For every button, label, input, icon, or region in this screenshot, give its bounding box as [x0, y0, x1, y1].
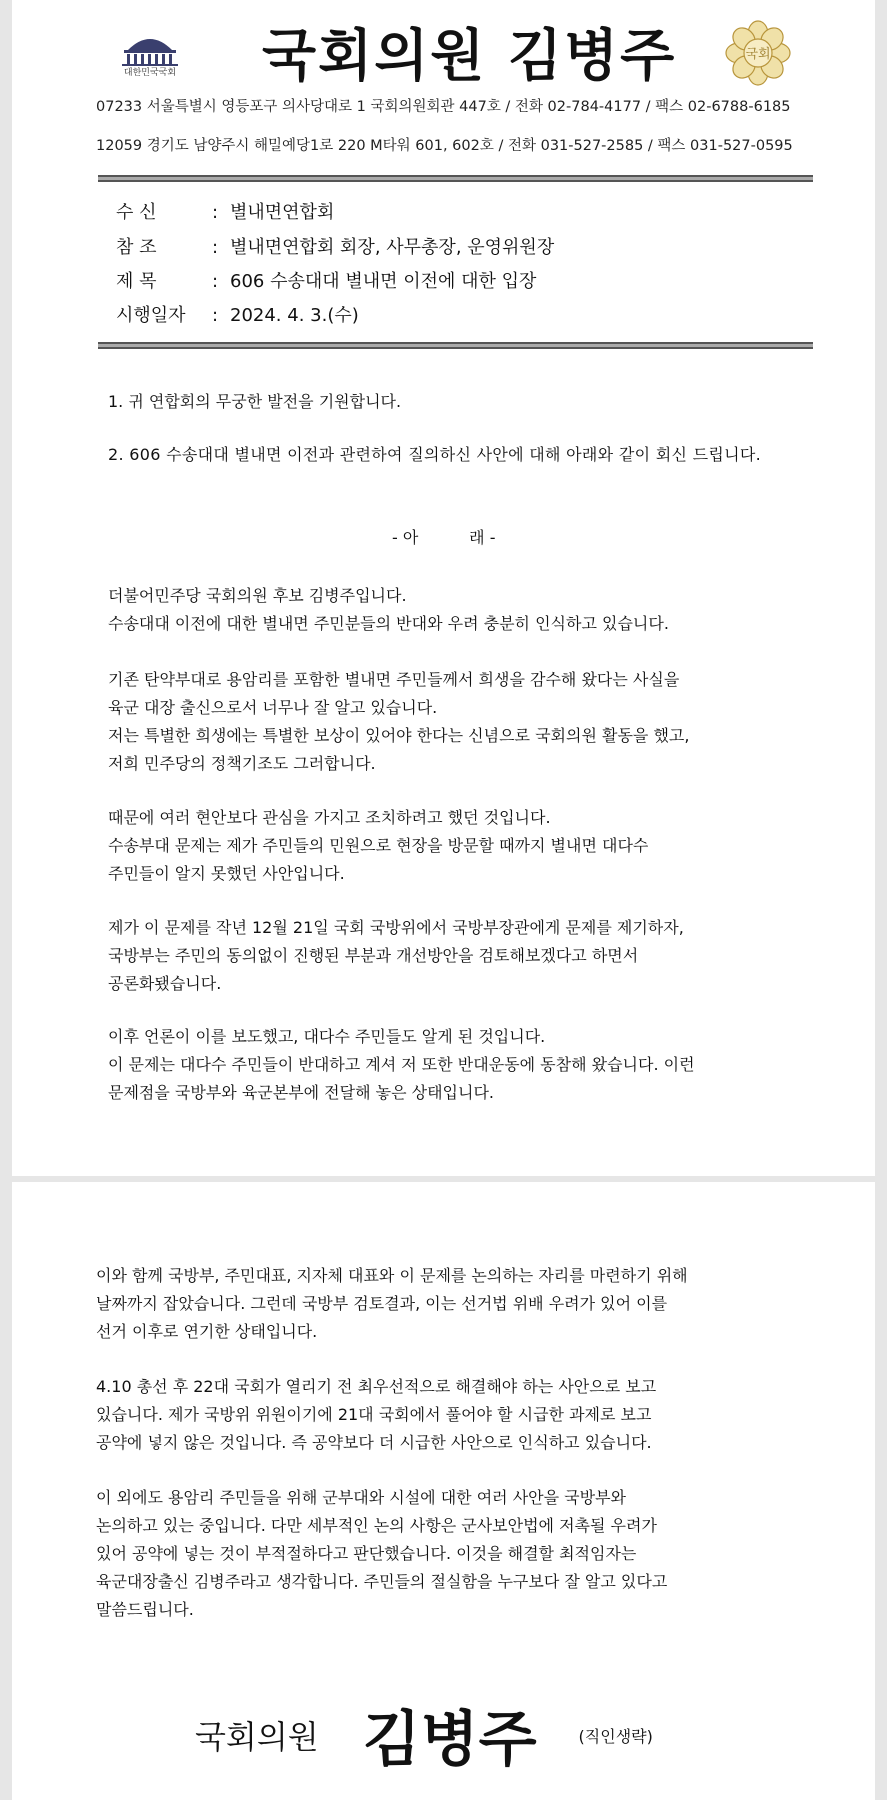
paragraph-line: 육군대장출신 김병주라고 생각합니다. 주민들의 절실함을 누구보다 잘 알고 있다고	[96, 1572, 668, 1591]
paragraph-sacrifice	[108, 666, 814, 778]
assembly-seal	[725, 20, 791, 86]
paragraph-line: 이 문제는 대다수 주민들이 반대하고 계셔 저 또한 반대운동에 동참해 왔습니다. 이런	[108, 1055, 695, 1074]
paragraph-defense-committee	[108, 914, 814, 998]
signature-position: 국회의원	[195, 1718, 319, 1756]
paragraph-line: 저희 민주당의 정책기조도 그러합니다.	[108, 754, 376, 773]
paragraph-intro	[108, 582, 814, 638]
paragraph-line: 날짜까지 잡았습니다. 그런데 국방부 검토결과, 이는 선거법 위배 우려가 있어 이를	[96, 1294, 668, 1313]
rose-of-sharon-emblem-icon	[725, 20, 791, 86]
paragraph-line: 수송대대 이전에 대한 별내면 주민분들의 반대와 우려 충분히 인식하고 있습니다.	[108, 614, 669, 633]
paragraph-line: 더불어민주당 국회의원 후보 김병주입니다.	[108, 586, 407, 605]
address-line-seoul: 07233 서울특별시 영등포구 의사당대로 1 국회의원회관 447호 / 전화 02-784-4177 / 팩스 02-6788-6185	[96, 99, 791, 115]
paragraph-line: 이와 함께 국방부, 주민대표, 지자체 대표와 이 문제를 논의하는 자리를 마련하기 위해	[96, 1266, 688, 1285]
paragraph-line: 주민들이 알지 못했던 사안입니다.	[108, 864, 345, 883]
field-separator: :	[212, 271, 219, 292]
seal-text: 국회	[745, 47, 771, 62]
reference-row	[116, 233, 554, 259]
paragraph-line: 저는 특별한 희생에는 특별한 보상이 있어야 한다는 신념으로 국회의원 활동을 했고,	[108, 726, 690, 745]
paragraph-line: 육군 대장 출신으로서 너무나 잘 알고 있습니다.	[108, 698, 438, 717]
subject-value: 606 수송대대 별내면 이전에 대한 입장	[230, 271, 537, 292]
paragraph-priority	[96, 1373, 802, 1457]
recipient-row	[116, 198, 334, 224]
address-line-namyangju: 12059 경기도 남양주시 해밀예당1로 220 M타워 601, 602호 / 전화 031-527-2585 / 팩스 031-527-0595	[96, 138, 793, 154]
paragraph-line: 제가 이 문제를 작년 12월 21일 국회 국방위에서 국방부장관에게 문제를 제기하자,	[108, 918, 684, 937]
document-page-1	[12, 0, 875, 1176]
field-separator: :	[212, 237, 219, 258]
paragraph-line: 있어 공약에 넣는 것이 부적절하다고 판단했습니다. 이것을 해결할 최적임자는	[96, 1544, 637, 1563]
date-row	[116, 301, 359, 327]
paragraph-security	[96, 1484, 802, 1624]
header-divider-bottom	[98, 342, 813, 349]
paragraph-meeting	[96, 1262, 802, 1346]
paragraph-line: 이후 언론이 이를 보도했고, 대다수 주민들도 알게 된 것입니다.	[108, 1027, 546, 1046]
paragraph-line: 4.10 총선 후 22대 국회가 열리기 전 최우선적으로 해결해야 하는 사안으로 보고	[96, 1377, 657, 1396]
seal-omitted-note: (직인생략)	[578, 1726, 653, 1746]
body-item-1: 1. 귀 연합회의 무궁한 발전을 기원합니다.	[108, 392, 402, 411]
reference-value: 별내면연합회 회장, 사무총장, 운영위원장	[230, 237, 555, 258]
paragraph-line: 말씀드립니다.	[96, 1600, 194, 1619]
paragraph-opposition	[108, 1023, 814, 1107]
header-divider-top	[98, 175, 813, 182]
subject-row	[116, 267, 536, 293]
paragraph-line: 있습니다. 제가 국방위 위원이기에 21대 국회에서 풀어야 할 시급한 과제로 보고	[96, 1405, 652, 1424]
date-value: 2024. 4. 3.(수)	[230, 305, 359, 326]
logo-caption: 대한민국국회	[123, 68, 177, 76]
paragraph-line: 국방부는 주민의 동의없이 진행된 부분과 개선방안을 검토해보겠다고 하면서	[108, 946, 639, 965]
paragraph-line: 기존 탄약부대로 용암리를 포함한 별내면 주민들께서 희생을 감수해 왔다는 사실을	[108, 670, 680, 689]
date-label: 시행일자	[116, 305, 186, 326]
recipient-label: 수 신	[116, 202, 157, 223]
paragraph-line: 수송부대 문제는 제가 주민들의 민원으로 현장을 방문할 때까지 별내면 대다수	[108, 836, 649, 855]
letterhead-title: 국회의원 김병주	[262, 24, 677, 89]
field-separator: :	[212, 305, 219, 326]
paragraph-line: 선거 이후로 연기한 상태입니다.	[96, 1322, 318, 1341]
reference-label: 참 조	[116, 237, 157, 258]
signature-block	[195, 1692, 653, 1778]
paragraph-line: 논의하고 있는 중입니다. 다만 세부적인 논의 사항은 군사보안법에 저촉될 우려가	[96, 1516, 657, 1535]
assembly-building-icon	[114, 24, 186, 76]
recipient-value: 별내면연합회	[230, 202, 335, 223]
section-marker: - 아 래 -	[392, 528, 496, 547]
paragraph-line: 이 외에도 용암리 주민들을 위해 군부대와 시설에 대한 여러 사안을 국방부와	[96, 1488, 626, 1507]
paragraph-action	[108, 804, 814, 888]
paragraph-line: 공약에 넣지 않은 것입니다. 즉 공약보다 더 시급한 사안으로 인식하고 있습니다.	[96, 1433, 652, 1452]
body-item-2: 2. 606 수송대대 별내면 이전과 관련하여 질의하신 사안에 대해 아래와 같이 회신 드립니다.	[108, 445, 762, 464]
field-separator: :	[212, 202, 219, 223]
paragraph-line: 문제점을 국방부와 육군본부에 전달해 놓은 상태입니다.	[108, 1083, 495, 1102]
paragraph-line: 때문에 여러 현안보다 관심을 가지고 조치하려고 했던 것입니다.	[108, 808, 551, 827]
national-assembly-logo	[114, 24, 186, 76]
paragraph-line: 공론화됐습니다.	[108, 974, 222, 993]
signature-name: 김병주	[362, 1705, 537, 1775]
subject-label: 제 목	[116, 271, 157, 292]
